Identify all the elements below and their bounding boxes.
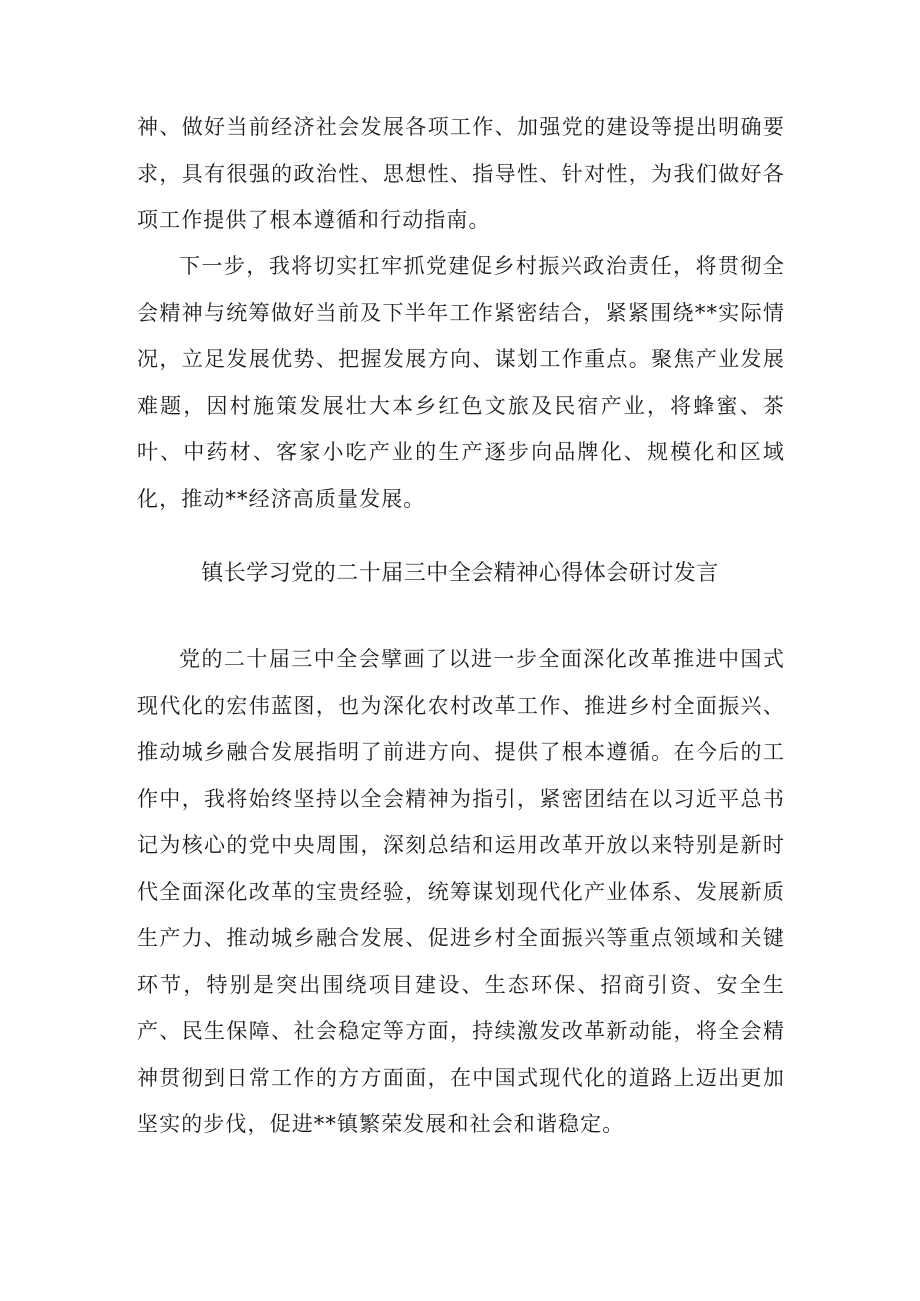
- paragraph-next-steps: 下一步，我将切实扛牢抓党建促乡村振兴政治责任，将贯彻全会精神与统筹做好当前及下半年工作紧密结合，紧紧围绕**实际情况，立足发展优势、把握发展方向、谋划工作重点。聚焦产业发展难题，因村施策发展壮大本乡红色文旅及民宿产业，将蜂蜜、茶叶、中药材、客家小吃产业的生产逐步向品牌化、规模化和区域化，推动**经济高质量发展。: [137, 254, 785, 511]
- paragraph-continuation: 神、做好当前经济社会发展各项工作、加强党的建设等提出明确要求，具有很强的政治性、思想性、指导性、针对性，为我们做好各项工作提供了根本遵循和行动指南。: [137, 115, 785, 232]
- section-title: 镇长学习党的二十届三中全会精神心得体会研讨发言: [201, 561, 719, 586]
- paragraph-section-body: 党的二十届三中全会擘画了以进一步全面深化改革推进中国式现代化的宏伟蓝图，也为深化农村改革工作、推进乡村全面振兴、推动城乡融合发展指明了前进方向、提供了根本遵循。在今后的工作中，我将始终坚持以全会精神为指引，紧密团结在以习近平总书记为核心的党中央周围，深刻总结和运用改革开放以来特别是新时代全面深化改革的宝贵经验，统筹谋划现代化产业体系、发展新质生产力、推动城乡融合发展、促进乡村全面振兴等重点领域和关键环节，特别是突出围绕项目建设、生态环保、招商引资、安全生产、民生保障、社会稳定等方面，持续激发改革新动能，将全会精神贯彻到日常工作的方方面面，在中国式现代化的道路上迈出更加坚实的步伐，促进**镇繁荣发展和社会和谐稳定。: [137, 647, 785, 1136]
